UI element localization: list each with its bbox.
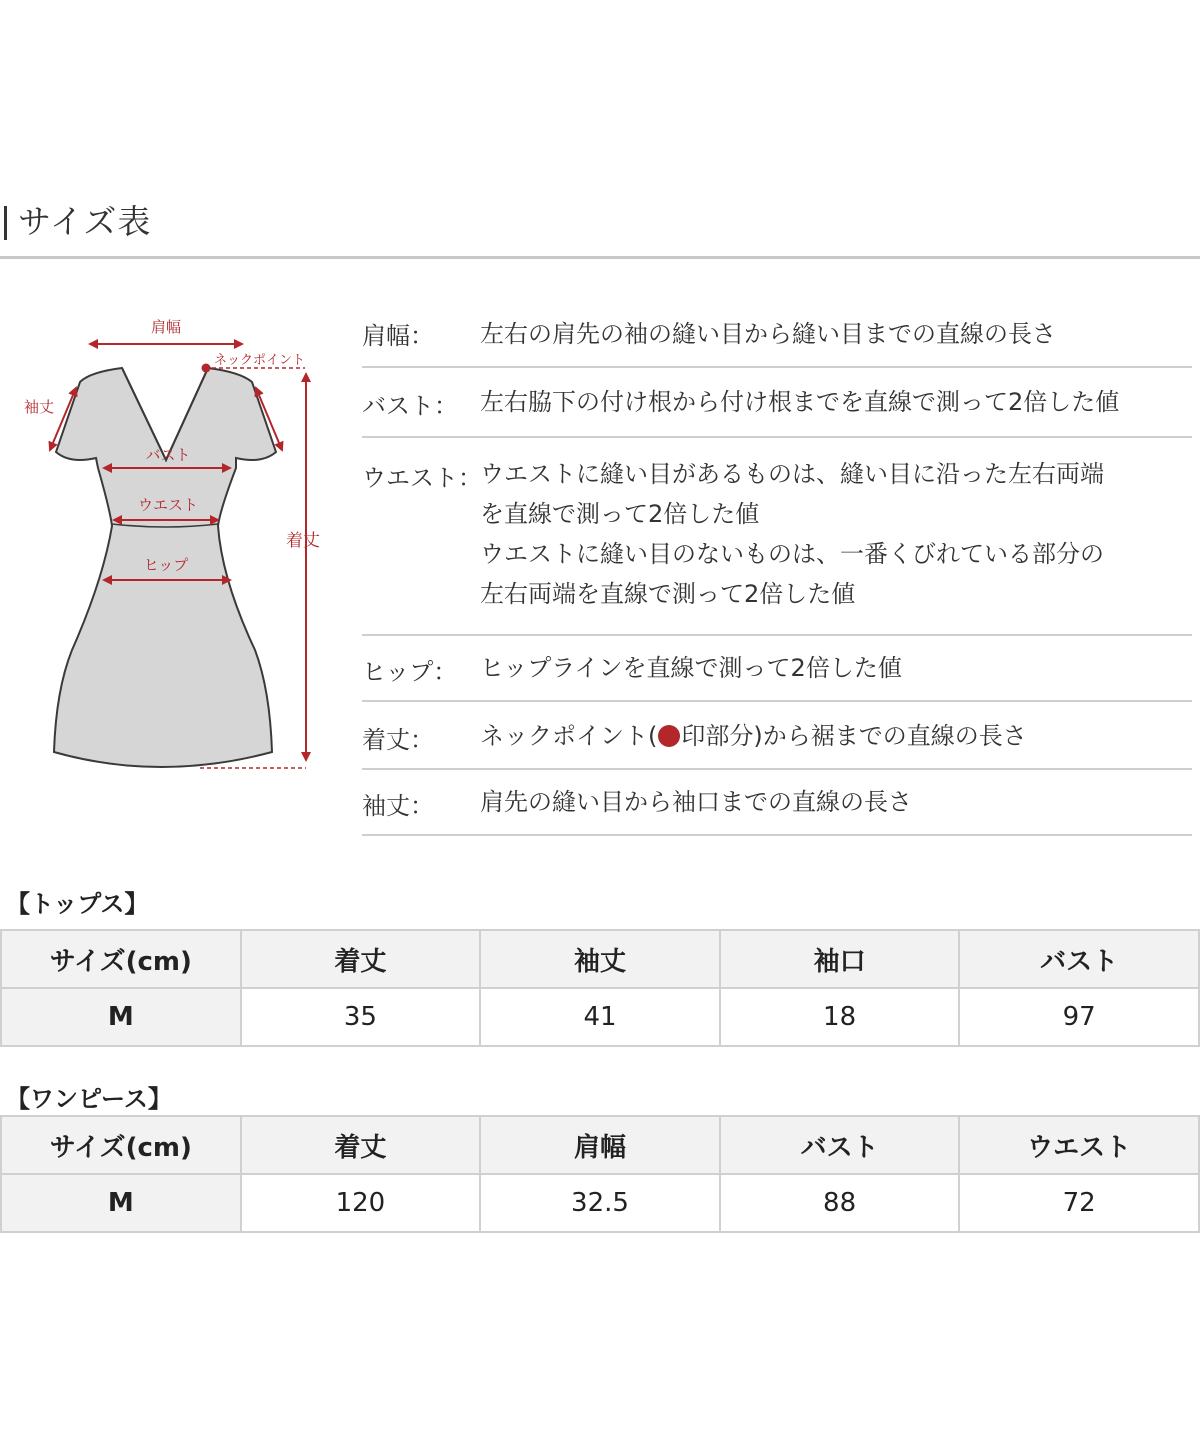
- table-cell: 88: [720, 1174, 960, 1232]
- shoulder-label: 肩幅: [150, 318, 182, 336]
- definition-row-hip: [362, 636, 1192, 702]
- definition-term: ウエスト：: [362, 464, 482, 492]
- neck-point-label: ネックポイント: [214, 353, 306, 368]
- table-cell: 41: [480, 988, 720, 1046]
- definition-term: 袖丈：: [362, 792, 434, 820]
- neck-point-dot: [202, 364, 211, 373]
- definition-description: [480, 782, 1192, 822]
- definition-line: 左右脇下の付け根から付け根までを直線で測って2倍した値: [480, 388, 1120, 416]
- definition-line: ヒップラインを直線で測って2倍した値: [480, 654, 902, 682]
- definition-line: 左右両端を直線で測って2倍した値: [480, 580, 856, 608]
- table-header-cell: バスト: [959, 930, 1199, 988]
- table-header-cell: 着丈: [241, 1116, 481, 1174]
- table-header-cell: バスト: [720, 1116, 960, 1174]
- definition-term: 肩幅：: [362, 322, 434, 350]
- sleeve-label: 袖丈: [24, 398, 55, 416]
- definition-term: バスト：: [362, 392, 458, 420]
- definition-description: [480, 314, 1192, 354]
- table-header-row: [1, 1116, 1199, 1174]
- table-cell: 32.5: [480, 1174, 720, 1232]
- definition-description: [480, 454, 1192, 614]
- waist-label: ウエスト: [137, 496, 199, 514]
- definition-row-sleeve: [362, 770, 1192, 836]
- table-row: [1, 1174, 1199, 1232]
- table-cell-size: M: [1, 988, 241, 1046]
- table-cell: 18: [720, 988, 960, 1046]
- table-header-cell: サイズ(cm): [1, 930, 241, 988]
- definition-text-pre: ネックポイント(: [480, 722, 658, 750]
- tops-size-table: [0, 929, 1200, 1047]
- definition-description: [480, 382, 1192, 422]
- tops-table-title: 【トップス】: [6, 890, 149, 918]
- length-label: 着丈: [286, 531, 320, 551]
- bust-label: バスト: [145, 446, 191, 464]
- definition-row-length: [362, 702, 1192, 770]
- definition-term: 着丈：: [362, 726, 434, 754]
- definition-description: [480, 716, 1192, 756]
- definition-description: [480, 648, 1192, 688]
- definition-row-waist: [362, 438, 1192, 636]
- definition-text-post: 印部分)から裾までの直線の長さ: [681, 722, 1027, 750]
- table-header-cell: サイズ(cm): [1, 1116, 241, 1174]
- table-header-cell: 肩幅: [480, 1116, 720, 1174]
- section-divider: [0, 256, 1200, 259]
- dress-illustration: [0, 300, 345, 800]
- definition-line: 左右の肩先の袖の縫い目から縫い目までの直線の長さ: [480, 320, 1056, 348]
- red-dot-icon: [658, 725, 680, 747]
- table-header-cell: 袖口: [720, 930, 960, 988]
- definition-term: ヒップ：: [362, 658, 458, 686]
- onepiece-table-title: 【ワンピース】: [6, 1085, 172, 1113]
- table-cell: 35: [241, 988, 481, 1046]
- table-header-cell: 着丈: [241, 930, 481, 988]
- measurement-definitions: [362, 300, 1192, 836]
- definition-line: 肩先の縫い目から袖口までの直線の長さ: [480, 788, 912, 816]
- definition-line: ウエストに縫い目のないものは、一番くびれている部分の: [480, 540, 1104, 568]
- section-header: [0, 196, 1200, 260]
- onepiece-size-table: [0, 1115, 1200, 1233]
- definition-row-shoulder: [362, 300, 1192, 368]
- table-header-row: [1, 930, 1199, 988]
- measurement-diagram: [0, 300, 345, 800]
- section-title: サイズ表: [18, 202, 152, 241]
- section-bar: [4, 206, 7, 240]
- hip-label: ヒップ: [143, 556, 189, 574]
- table-cell: 72: [959, 1174, 1199, 1232]
- table-cell-size: M: [1, 1174, 241, 1232]
- table-header-cell: 袖丈: [480, 930, 720, 988]
- table-header-cell: ウエスト: [959, 1116, 1199, 1174]
- table-cell: 120: [241, 1174, 481, 1232]
- definition-line: [480, 716, 1192, 756]
- table-row: [1, 988, 1199, 1046]
- definition-line: を直線で測って2倍した値: [480, 500, 760, 528]
- table-cell: 97: [959, 988, 1199, 1046]
- definition-line: ウエストに縫い目があるものは、縫い目に沿った左右両端: [480, 460, 1104, 488]
- definition-row-bust: [362, 368, 1192, 438]
